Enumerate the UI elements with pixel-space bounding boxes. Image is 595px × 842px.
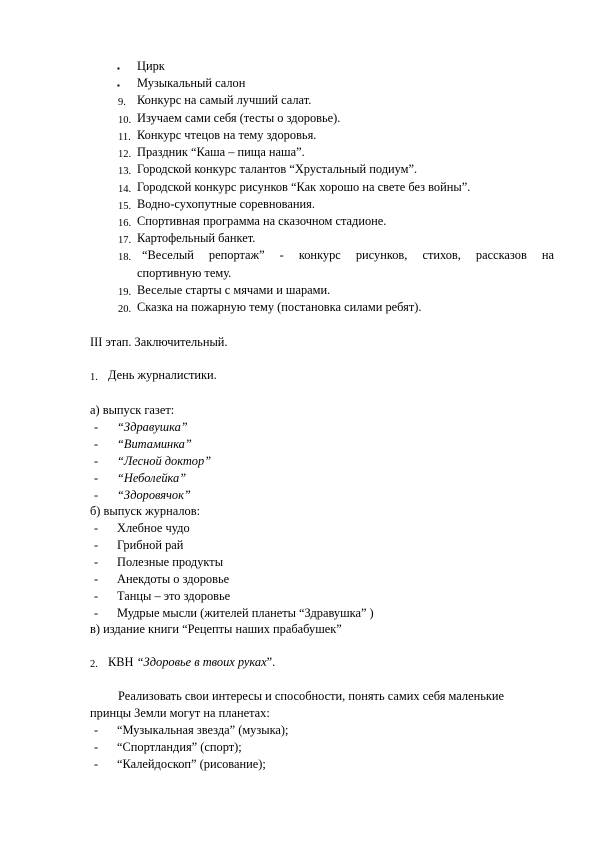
list-number: 19.: [118, 287, 132, 298]
list-item: Веселые старты с мячами и шарами.: [137, 283, 331, 297]
list-item: “Веселый репортаж” - конкурс рисунков, стихов, рассказов на: [142, 248, 554, 262]
dash-marker: -: [94, 471, 99, 485]
list-item: Конкурс чтецов на тему здоровья.: [137, 128, 317, 142]
journal-item: Грибной рай: [117, 538, 184, 552]
dash-marker: -: [94, 589, 99, 603]
planet-item: “Калейдоскоп” (рисование);: [117, 757, 266, 771]
dash-marker: -: [94, 538, 99, 552]
dash-marker: -: [94, 420, 99, 434]
item-heading: [108, 655, 275, 670]
dash-marker: -: [94, 606, 99, 620]
list-item: Спортивная программа на сказочном стадионе.: [137, 214, 387, 228]
list-number: 13.: [118, 166, 132, 177]
list-item-continuation: спортивную тему.: [137, 266, 232, 280]
list-number: 17.: [118, 235, 132, 246]
list-item: Изучаем сами себя (тесты о здоровье).: [137, 111, 341, 125]
list-number: 9.: [118, 97, 126, 108]
paragraph-line: Реализовать свои интересы и способности, понять самих себя маленькие: [118, 689, 505, 703]
newspaper-item: “Витаминка”: [117, 437, 192, 451]
newspaper-item: “Лесной доктор”: [117, 454, 212, 468]
list-number: 15.: [118, 201, 132, 212]
dash-marker: -: [94, 454, 99, 468]
list-number: 10.: [118, 115, 132, 126]
newspaper-item: “Здравушка”: [117, 420, 188, 434]
dash-marker: -: [94, 757, 99, 771]
journal-item: Хлебное чудо: [117, 521, 190, 535]
list-number: 16.: [118, 218, 132, 229]
dash-marker: -: [94, 555, 99, 569]
planet-item: “Музыкальная звезда” (музыка);: [117, 723, 289, 737]
item-heading-suffix: ”.: [266, 655, 276, 669]
section-label: в) издание книги “Рецепты наших прабабушек”: [90, 622, 342, 636]
dash-marker: -: [94, 488, 99, 502]
list-number: 2.: [90, 659, 98, 670]
section-label: а) выпуск газет:: [90, 403, 175, 417]
list-number: 20.: [118, 304, 132, 315]
list-number: 18.: [118, 252, 132, 263]
list-item: Водно-сухопутные соревнования.: [137, 197, 315, 211]
list-item: Городской конкурс талантов “Хрустальный подиум”.: [137, 162, 418, 176]
section-label: б) выпуск журналов:: [90, 504, 201, 518]
stage-heading: III этап. Заключительный.: [90, 335, 228, 349]
list-number: 11.: [118, 132, 131, 143]
journal-item: Танцы – это здоровье: [117, 589, 231, 603]
journal-item: Мудрые мысли (жителей планеты “Здравушка” ): [117, 606, 374, 620]
list-item: Городской конкурс рисунков “Как хорошо на свете без войны”.: [137, 180, 471, 194]
dash-marker: -: [94, 740, 99, 754]
list-item: Сказка на пожарную тему (постановка силами ребят).: [137, 300, 422, 314]
list-item: Конкурс на самый лучший салат.: [137, 93, 312, 107]
dash-marker: -: [94, 437, 99, 451]
dash-marker: -: [94, 723, 99, 737]
list-item: Картофельный банкет.: [137, 231, 256, 245]
journal-item: Анекдоты о здоровье: [117, 572, 230, 586]
paragraph-line: принцы Земли могут на планетах:: [90, 706, 270, 720]
journal-item: Полезные продукты: [117, 555, 224, 569]
dash-marker: -: [94, 521, 99, 535]
list-number: 14.: [118, 184, 132, 195]
list-number: 1.: [90, 372, 98, 383]
item-heading: День журналистики.: [108, 368, 217, 382]
bullet-marker: ▪: [117, 81, 120, 90]
bullet-marker: ▪: [117, 64, 120, 73]
bullet-item: Музыкальный салон: [137, 76, 246, 90]
planet-item: “Спортландия” (спорт);: [117, 740, 242, 754]
bullet-item: Цирк: [137, 59, 165, 73]
dash-marker: -: [94, 572, 99, 586]
list-number: 12.: [118, 149, 132, 160]
item-heading-prefix: КВН: [108, 655, 137, 669]
newspaper-item: “Здоровячок”: [117, 488, 191, 502]
item-heading-title: “Здоровье в твоих руках: [136, 655, 267, 669]
list-item: Праздник “Каша – пища наша”.: [137, 145, 305, 159]
newspaper-item: “Неболейка”: [117, 471, 187, 485]
